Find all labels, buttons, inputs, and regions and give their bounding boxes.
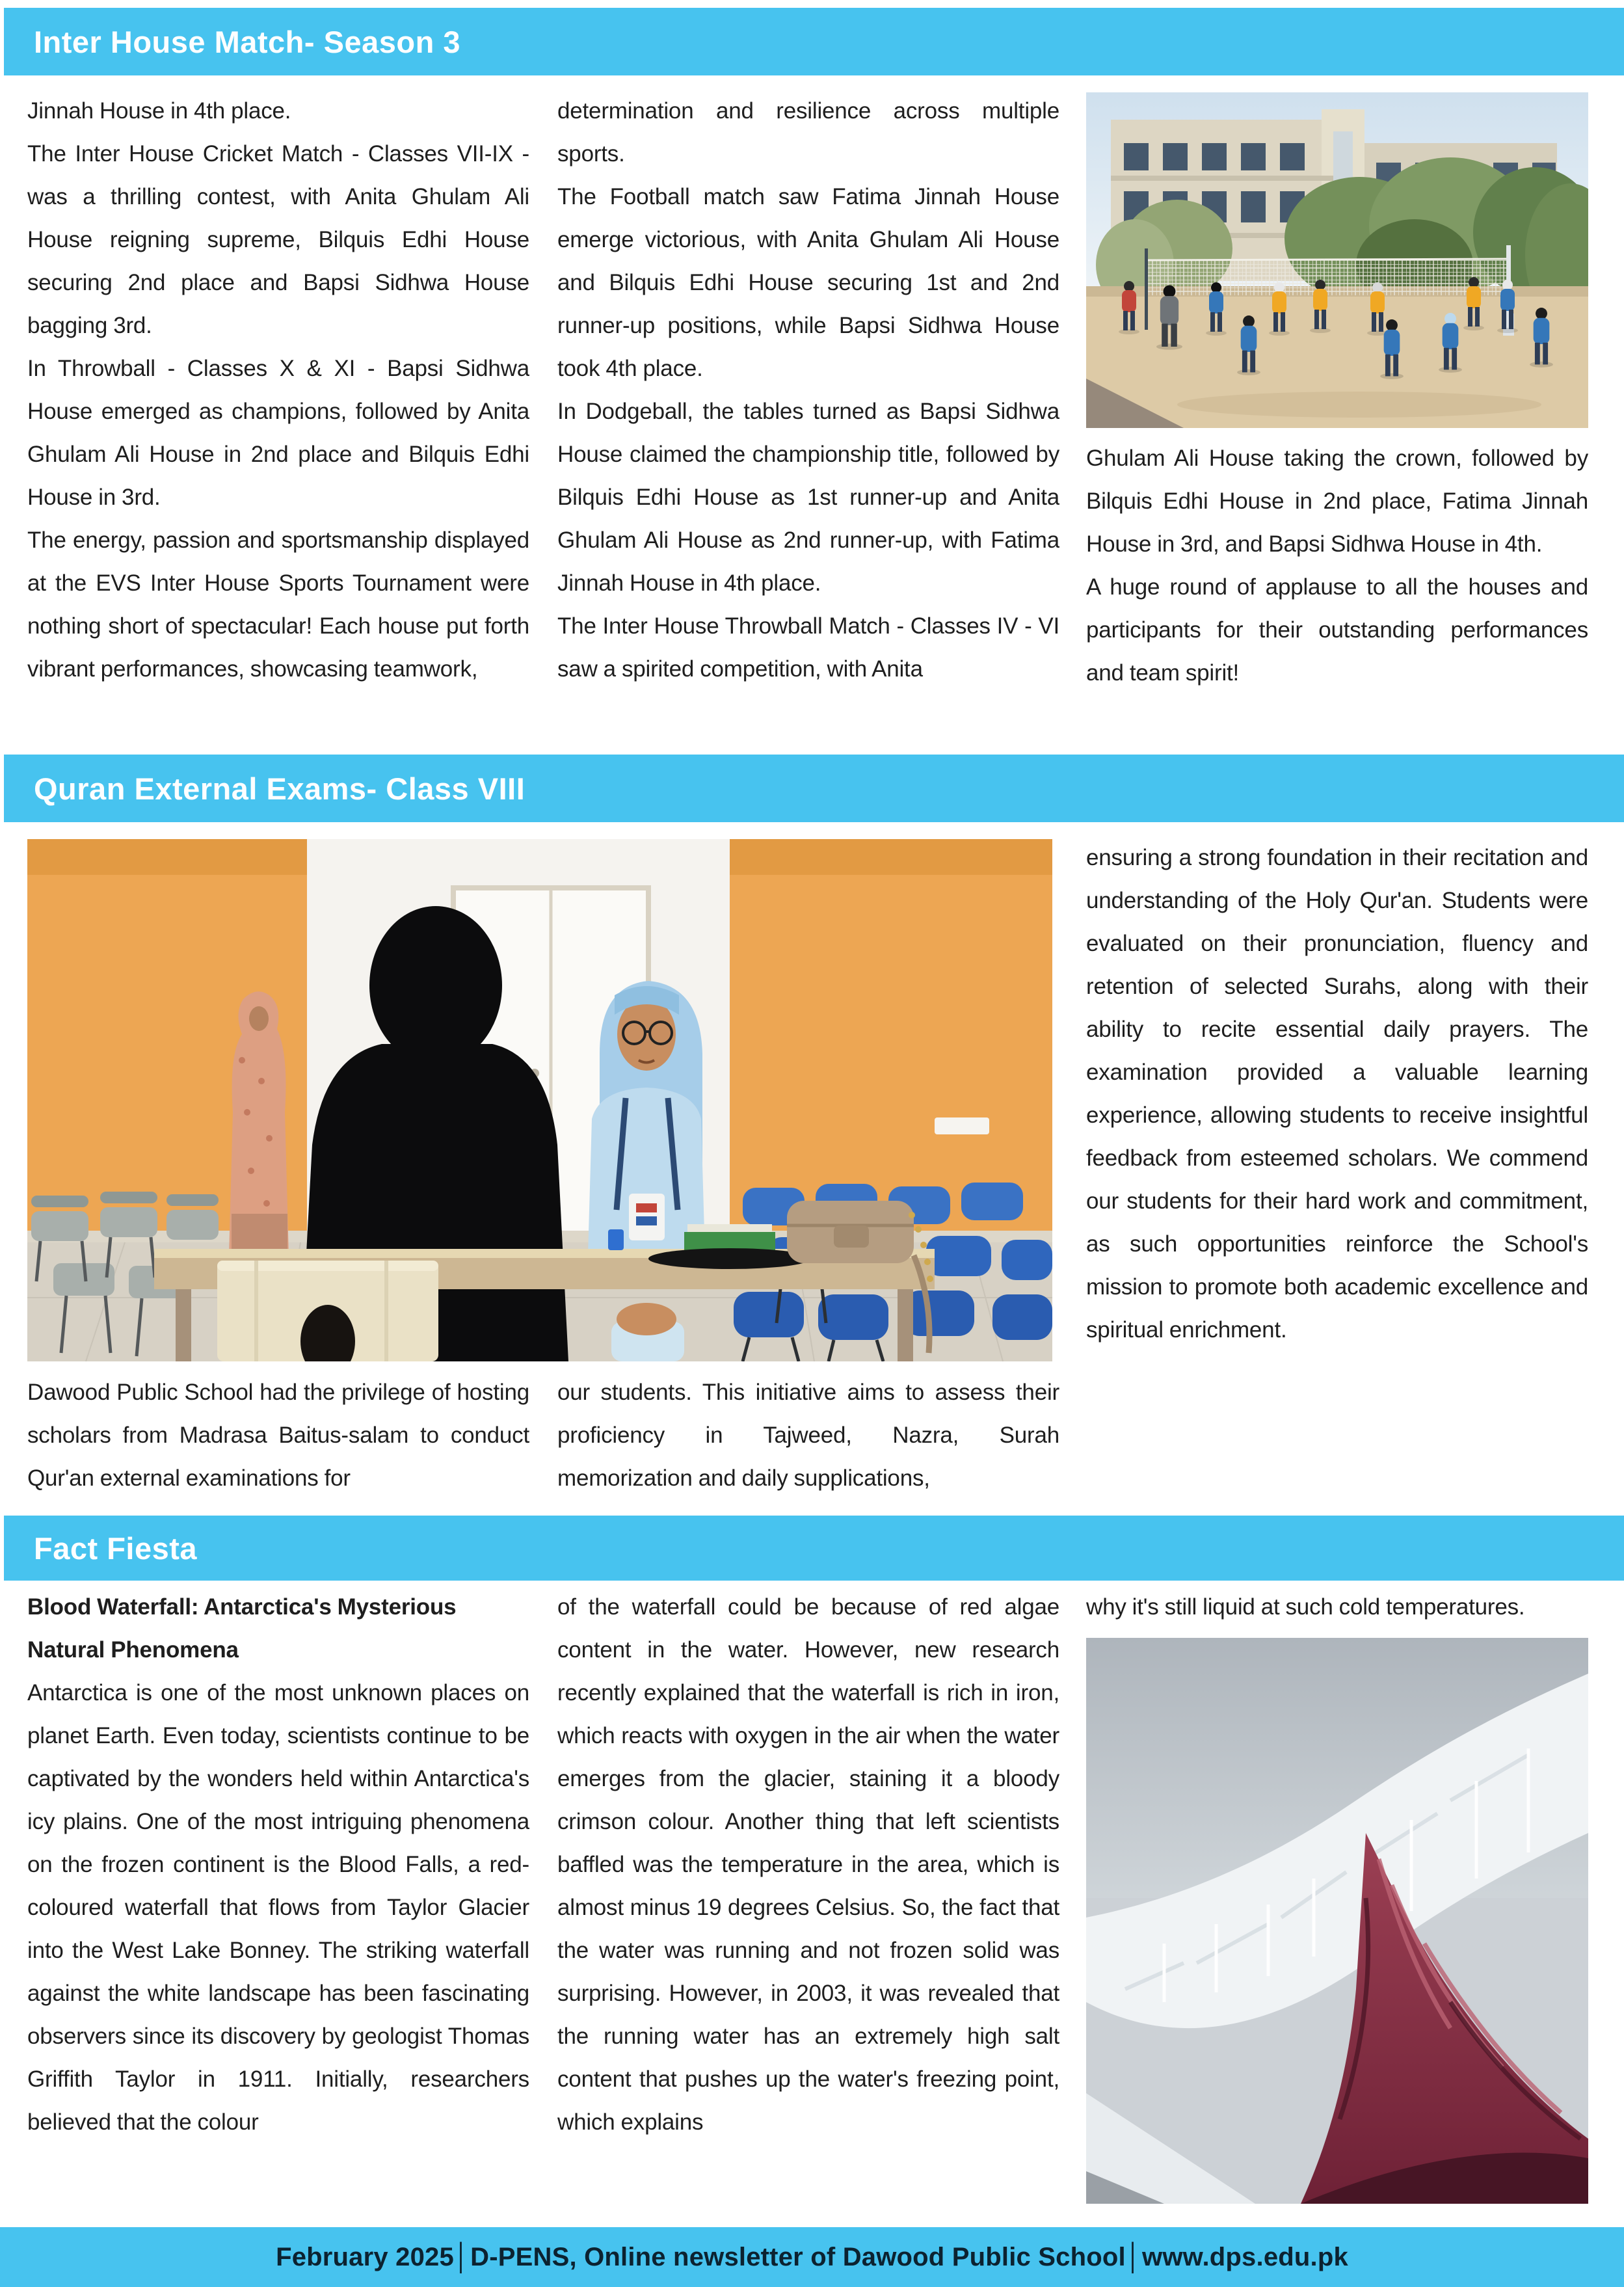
body-paragraph: why it's still liquid at such cold temperatures.	[1086, 1594, 1525, 1620]
section-title: Inter House Match- Season 3	[34, 24, 460, 59]
section-header-quran-exams	[4, 755, 1624, 822]
section-title: Fact Fiesta	[34, 1531, 198, 1566]
body-paragraph: In Dodgeball, the tables turned as Bapsi Sidhwa House claimed the championship title, followed by Bilquis Edhi House as 1st runner-up and Anita Ghulam Ali House as 2nd runner-up, with Fatima Jinnah House in 4th place.	[557, 399, 1059, 596]
article-title: Blood Waterfall: Antarctica's Mysterious Natural Phenomena	[27, 1594, 457, 1663]
body-paragraph: Antarctica is one of the most unknown places on planet Earth. Even today, scientists continue to be captivated by the wonders held within Antarctica's icy plains. One of the most intriguing phenomena on the frozen continent is the Blood Falls, a red-coloured waterfall that flows from Taylor Glacier into the West Lake Bonney. The striking waterfall against the white landscape has been fascinating observers since its discovery by geologist Thomas Griffith Taylor in 1911. Initially, researchers believed that the colour	[27, 1680, 529, 2135]
quran-exam-photo	[27, 839, 1052, 1361]
body-paragraph: The Inter House Throwball Match - Classes IV - VI saw a spirited competition, with Anita	[557, 613, 1059, 682]
body-paragraph: The energy, passion and sportsmanship displayed at the EVS Inter House Sports Tournament were nothing short of spectacular! Each house put forth vibrant performances, showcasing teamwork,	[27, 528, 529, 682]
inter-house-column-3	[1086, 437, 1588, 748]
section-header-fact-fiesta	[4, 1516, 1624, 1581]
quran-caption-column-2	[557, 1371, 1059, 1509]
body-paragraph: The Football match saw Fatima Jinnah House emerge victorious, with Anita Ghulam Ali House and Bilquis Edhi House securing 1st and 2nd runner-up positions, while Bapsi Sidhwa House took 4th place.	[557, 184, 1059, 381]
cream-chair	[217, 1261, 438, 1361]
body-paragraph: Dawood Public School had the privilege of hosting scholars from Madrasa Baitus-salam to conduct Qur'an external examinations for	[27, 1380, 529, 1491]
quran-exam-illustration	[27, 839, 1052, 1361]
quran-column-3	[1086, 836, 1588, 1449]
blood-falls-illustration	[1086, 1638, 1588, 2204]
section-title: Quran External Exams- Class VIII	[34, 771, 526, 806]
section-header-inter-house	[4, 8, 1624, 75]
body-paragraph: Jinnah House in 4th place.	[27, 98, 291, 124]
inter-house-column-2	[557, 90, 1059, 749]
body-paragraph: A huge round of applause to all the houses and participants for their outstanding performances and team spirit!	[1086, 574, 1588, 686]
body-paragraph: of the waterfall could be because of red algae content in the water. However, new research recently explained that the waterfall is rich in iron, which reacts with oxygen in the air when the water emerges from the glacier, staining it a bloody crimson colour. Another thing that left scientists baffled was the temperature in the area, which is almost minus 19 degrees Celsius. So, the fact that the water was running and not frozen solid was surprising. However, in 2003, it was revealed that the running water has an extremely high salt content that pushes up the water's freezing point, which explains	[557, 1594, 1059, 2135]
body-paragraph: Ghulam Ali House taking the crown, followed by Bilquis Edhi House in 2nd place, Fatima Jinnah House in 3rd, and Bapsi Sidhwa House in 4th.	[1086, 446, 1588, 557]
sports-match-photo	[1086, 92, 1588, 428]
body-paragraph: The Inter House Cricket Match - Classes VII-IX - was a thrilling contest, with Anita Ghulam Ali House reigning supreme, Bilquis Edhi House securing 2nd place and Bapsi Sidhwa House bagging 3rd.	[27, 141, 529, 338]
blood-falls-photo	[1086, 1638, 1588, 2204]
fact-fiesta-column-2	[557, 1586, 1059, 2227]
quran-caption-column-1	[27, 1371, 529, 1509]
footer-bar	[0, 2227, 1624, 2287]
fact-fiesta-column-3	[1086, 1586, 1588, 1638]
footer-text: February 2025│D-PENS, Online newsletter of Dawood Public School│www.dps.edu.pk	[276, 2242, 1348, 2271]
inter-house-column-1	[27, 90, 529, 749]
body-paragraph: In Throwball - Classes X & XI - Bapsi Sidhwa House emerged as champions, followed by Anita Ghulam Ali House in 2nd place and Bilquis Edhi House in 3rd.	[27, 356, 529, 510]
fact-fiesta-column-1	[27, 1586, 529, 2227]
body-paragraph: our students. This initiative aims to assess their proficiency in Tajweed, Nazra, Surah memorization and daily supplications,	[557, 1380, 1059, 1491]
body-paragraph: determination and resilience across multiple sports.	[557, 98, 1059, 167]
sports-match-illustration	[1086, 92, 1588, 428]
body-paragraph: ensuring a strong foundation in their recitation and understanding of the Holy Qur'an. Students were evaluated on their pronunciation, fluency and retention of selected Surahs, along with their ability to recite essential daily prayers. The examination provided a valuable learning experience, allowing students to receive insightful feedback from esteemed scholars. We commend our students for their hard work and commitment, as such opportunities reinforce the School's mission to promote both academic excellence and spiritual enrichment.	[1086, 845, 1588, 1343]
